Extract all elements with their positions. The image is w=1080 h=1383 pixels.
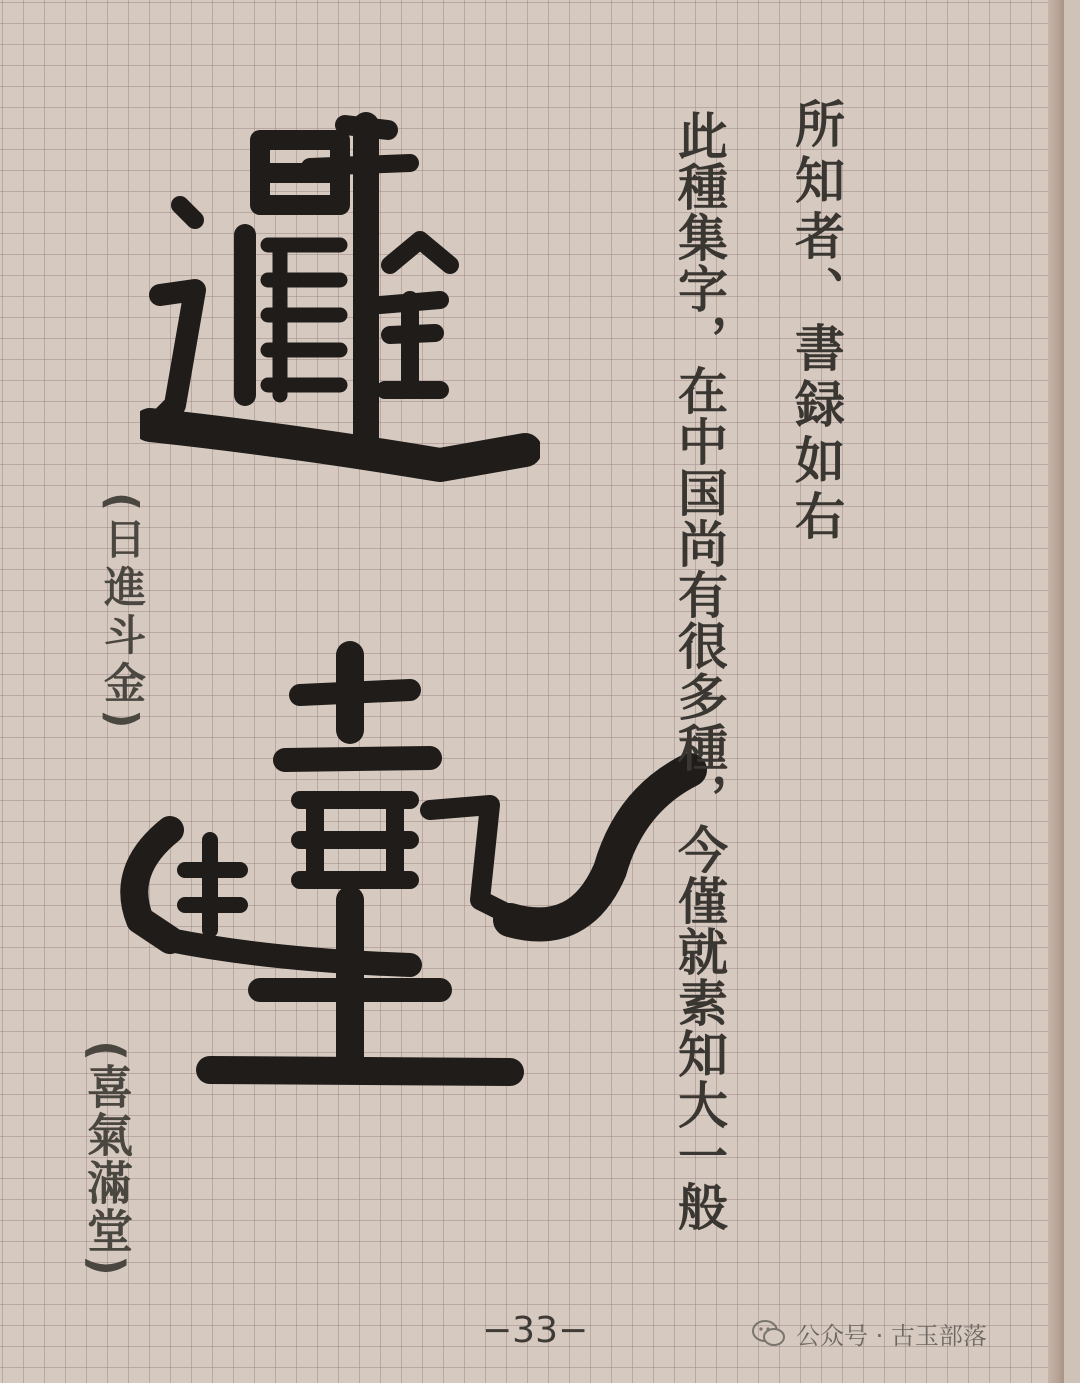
watermark xyxy=(752,1316,987,1351)
caption-xi-qi-man-tang: (喜氣滿堂) xyxy=(80,1040,134,1279)
composite-character-ri-jin-dou-jin xyxy=(140,105,540,505)
handwritten-note-line-2: 此種集字，在中国尚有很多種，今僅就素知大一般 xyxy=(670,110,728,1232)
handwritten-note-line-1: 所知者、書録如右 xyxy=(787,98,845,546)
caption-ri-jin-dou-jin: (日進斗金) xyxy=(98,492,147,735)
composite-character-xi-qi-man-tang xyxy=(110,640,720,1140)
page-edge xyxy=(1048,0,1064,1383)
page-number: −33− xyxy=(482,1310,589,1351)
watermark-text: 公众号 · 古玉部落 xyxy=(796,1322,987,1350)
wechat-icon xyxy=(752,1319,786,1349)
